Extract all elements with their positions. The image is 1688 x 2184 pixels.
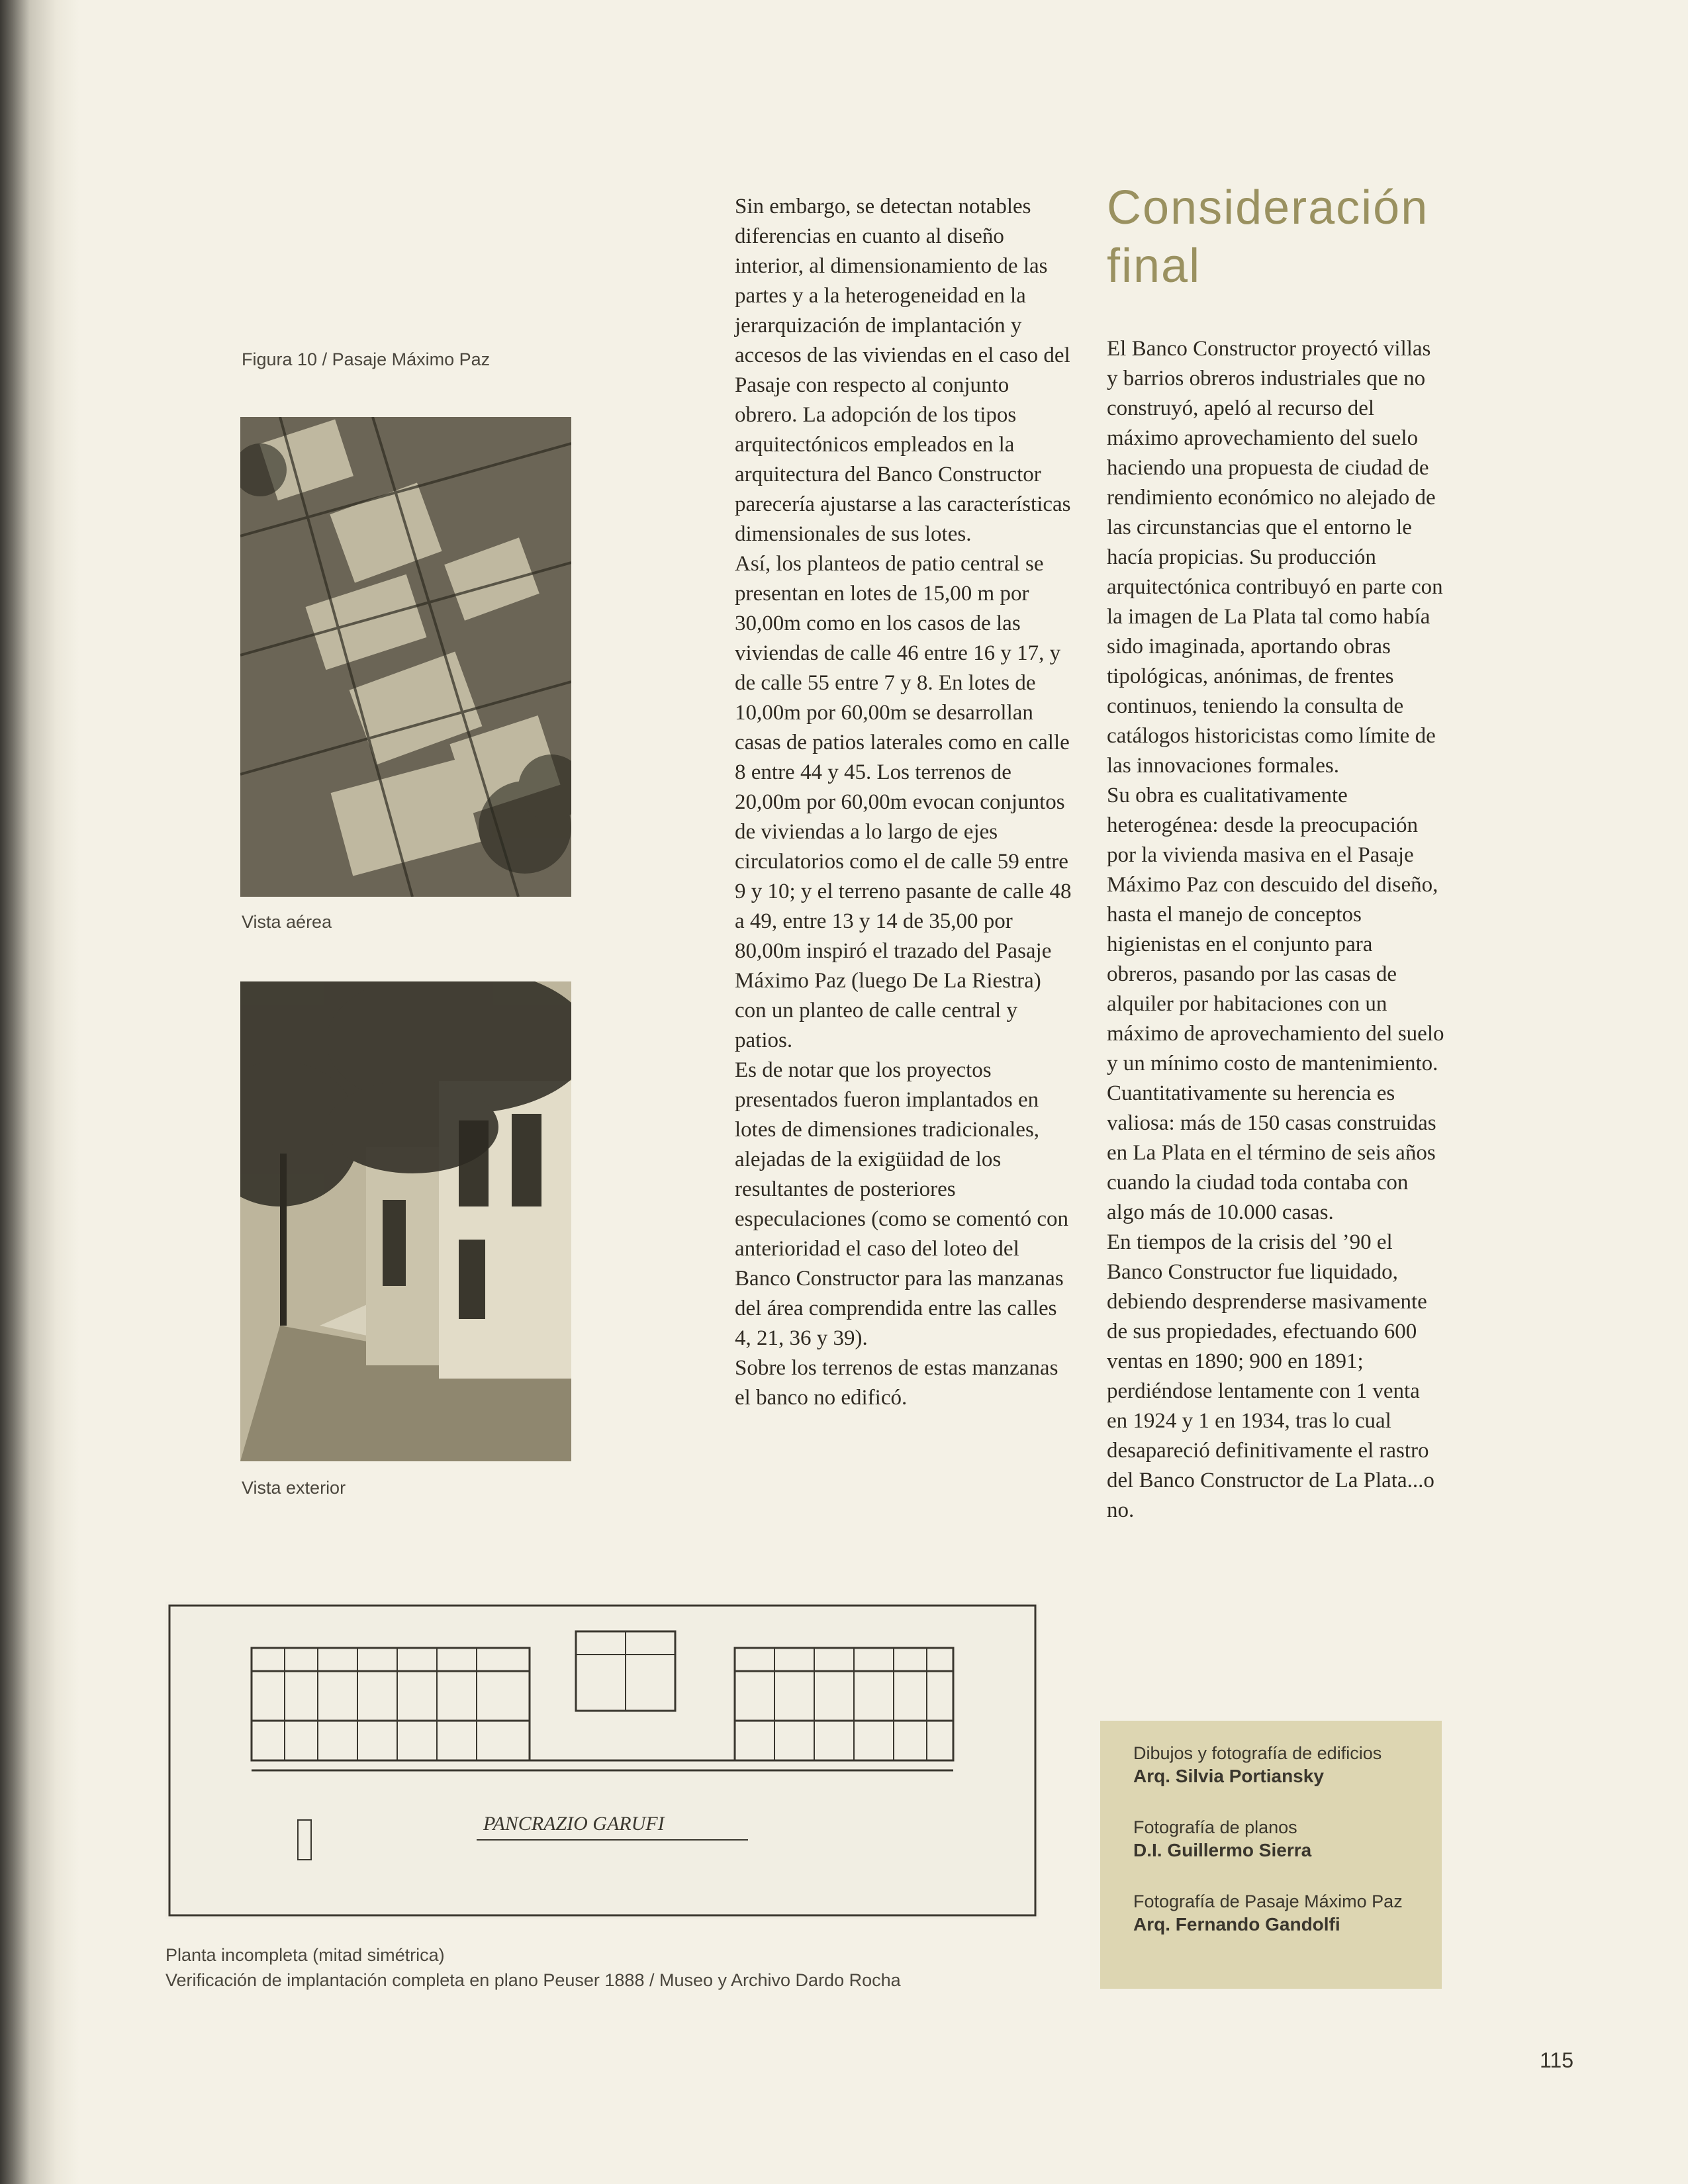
paragraph: Su obra es cualitativamente heterogénea: desde la preocupación por la vivienda masiva en el Pasaje Máximo Paz con descuido del diseño, hasta el manejo de conceptos higienistas en el conjunto para obreros, pasando por las casas de alquiler por habitaciones con un máximo de aprovechamiento del suelo y un mínimo costo de mantenimiento. Cuantitativamente su herencia es valiosa: más de 150 casas construidas en La Plata en el término de seis años cuando la ciudad toda contaba con algo más de 10.000 casas. <box>1107 784 1444 1224</box>
plan-caption-line: Verificación de implantación completa en plano Peuser 1888 / Museo y Archivo Dardo Rocha <box>165 1970 901 1990</box>
paragraph: El Banco Constructor proyectó villas y barrios obreros industriales que no construyó, apeló al recurso del máximo aprovechamiento del suelo haciendo una propuesta de ciudad de rendimiento económico no alejado de las circunstancias que el entorno le hacía propicias. Su producción arquitectónica contribuyó en parte con la imagen de La Plata tal como había sido imaginada, aportando obras tipológicas, anónimas, de frentes continuos, teniendo la consulta de catálogos historicistas como límite de las innovaciones formales. <box>1107 337 1443 778</box>
credit-name: D.I. Guillermo Sierra <box>1133 1840 1312 1860</box>
figure-title: Figura 10 / Pasaje Máximo Paz <box>242 349 491 369</box>
credit-name: Arq. Fernando Gandolfi <box>1133 1914 1340 1934</box>
plan-drawing-title: PANCRAZIO GARUFI <box>483 1813 665 1835</box>
paragraph: Es de notar que los proyectos presentados fueron implantados en lotes de dimensiones tradicionales, alejadas de la exigüidad de los resultantes de posteriores especulaciones (como se comentó con anterioridad el caso del loteo del Banco Constructor para las manzanas del área comprendida entre las calles 4, 21, 36 y 39). <box>735 1058 1068 1350</box>
right-column-text <box>1107 334 1444 1525</box>
aerial-caption: Vista aérea <box>242 912 332 932</box>
page-number: 115 <box>1540 2048 1574 2072</box>
section-heading: Consideración final <box>1107 181 1429 293</box>
credit-label: Fotografía de Pasaje Máximo Paz <box>1133 1891 1403 1911</box>
middle-column-text <box>735 192 1072 1413</box>
book-gutter-shadow <box>0 0 79 2184</box>
aerial-photo <box>240 417 571 897</box>
credit-name: Arq. Silvia Portiansky <box>1133 1766 1324 1786</box>
paragraph: Así, los planteos de patio central se presentan en lotes de 15,00 m por 30,00m como en los casos de las viviendas de calle 46 entre 16 y 17, y de calle 55 entre 7 y 8. En lotes de 10,00m por 60,00m se desarrollan casas de patios laterales como en calle 8 entre 44 y 45. Los terrenos de 20,00m por 60,00m evocan conjuntos de viviendas a lo largo de ejes circulatorios como el de calle 59 entre 9 y 10; y el terreno pasante de calle 48 a 49, entre 13 y 14 de 35,00 por 80,00m inspiró el trazado del Pasaje Máximo Paz (luego De La Riestra) con un planteo de calle central y patios. <box>735 552 1072 1052</box>
floor-plan-drawing <box>165 1602 1039 1919</box>
credits-box <box>1100 1721 1442 1989</box>
paragraph: Sobre los terrenos de estas manzanas el banco no edificó. <box>735 1356 1058 1410</box>
plan-caption-line: Planta incompleta (mitad simétrica) <box>165 1945 445 1965</box>
paragraph: En tiempos de la crisis del ’90 el Banco Constructor fue liquidado, debiendo desprenderse masivamente de sus propiedades, efectuando 600 ventas en 1890; 900 en 1891; perdiéndose lentamente con 1 venta en 1924 y 1 en 1934, tras lo cual desapareció definitivamente el rastro del Banco Constructor de La Plata...o no. <box>1107 1230 1434 1522</box>
plan-caption <box>165 1942 901 1993</box>
exterior-caption: Vista exterior <box>242 1478 346 1498</box>
exterior-photo <box>240 981 571 1461</box>
credit-label: Fotografía de planos <box>1133 1817 1297 1837</box>
paragraph: Sin embargo, se detectan notables diferencias en cuanto al diseño interior, al dimensionamiento de las partes y a la heterogeneidad en la jerarquización de implantación y accesos de las viviendas en el caso del Pasaje con respecto al conjunto obrero. La adopción de los tipos arquitectónicos empleados en la arquitectura del Banco Constructor parecería ajustarse a las características dimensionales de sus lotes. <box>735 195 1071 546</box>
credit-label: Dibujos y fotografía de edificios <box>1133 1743 1382 1763</box>
